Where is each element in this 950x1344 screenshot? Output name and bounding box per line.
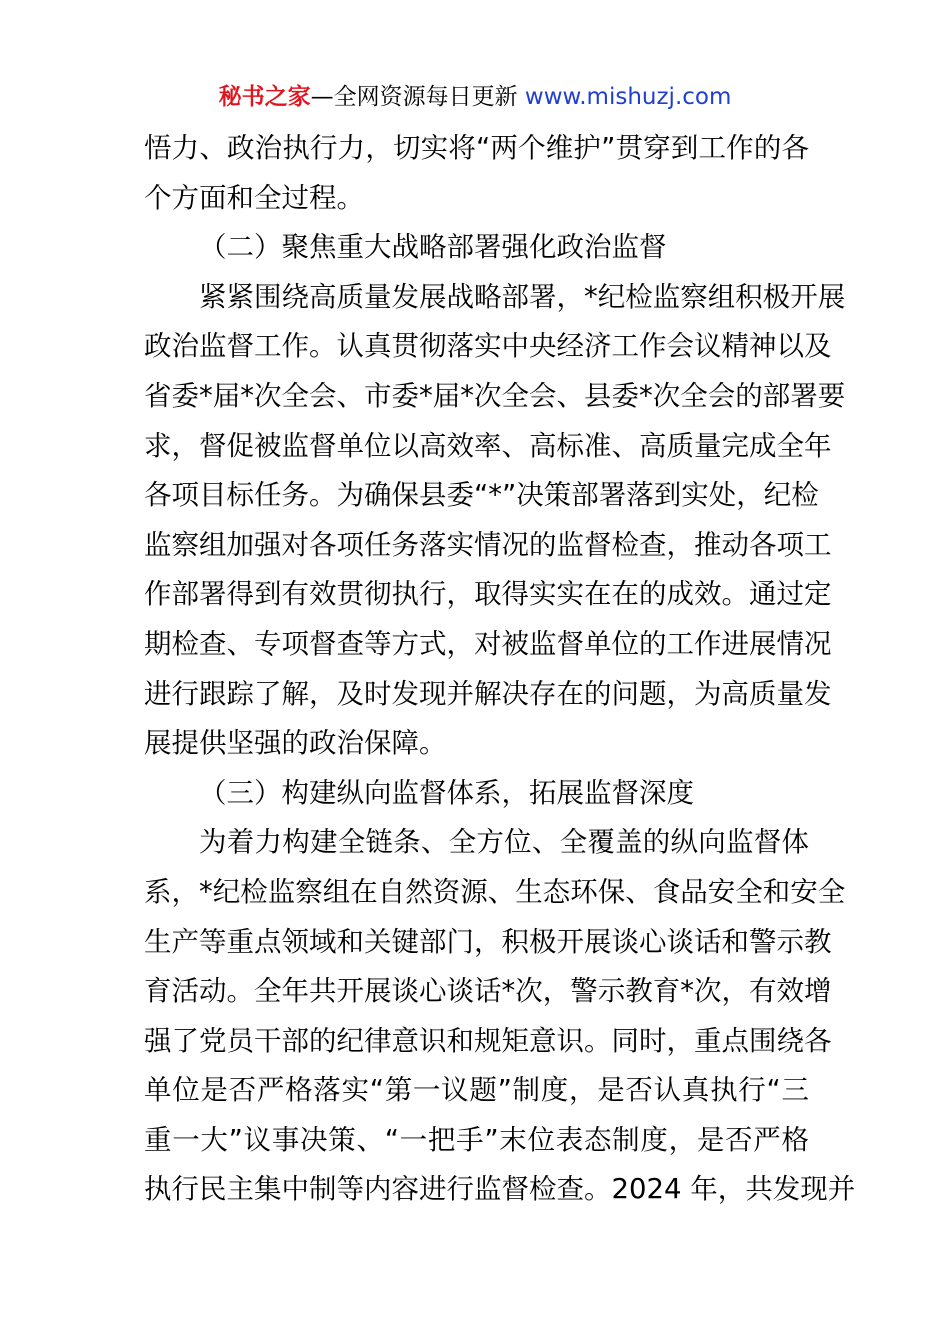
section-heading: （三）构建纵向监督体系，拓展监督深度: [199, 776, 694, 809]
body-line: 政治监督工作。认真贯彻落实中央经济工作会议精神以及: [144, 330, 832, 363]
body-line: 监察组加强对各项任务落实情况的监督检查，推动各项工: [144, 528, 832, 561]
body-line: 系，*纪检监察组在自然资源、生态环保、食品安全和安全: [144, 875, 846, 908]
site-brand: 秘书之家: [218, 84, 311, 110]
body-line: 重一大”议事决策、“一把手”末位表态制度，是否严格: [144, 1123, 809, 1156]
body-line: 求，督促被监督单位以高效率、高标准、高质量完成全年: [144, 429, 832, 462]
body-line: 育活动。全年共开展谈心谈话*次，警示教育*次，有效增: [144, 975, 832, 1008]
section-heading: （二）聚焦重大战略部署强化政治监督: [199, 231, 667, 264]
body-line: 执行民主集中制等内容进行监督检查。2024 年，共发现并: [144, 1173, 856, 1206]
site-header: [0, 82, 950, 112]
body-line: 省委*届*次全会、市委*届*次全会、县委*次全会的部署要: [144, 379, 846, 412]
body-line: 各项目标任务。为确保县委“*”决策部署落到实处，纪检: [144, 479, 819, 512]
body-line: 悟力、政治执行力，切实将“两个维护”贯穿到工作的各: [144, 132, 809, 164]
document-body: [144, 124, 856, 1215]
site-url-link[interactable]: www.mishuzj.com: [524, 84, 732, 110]
body-line: 个方面和全过程。: [144, 181, 364, 214]
body-line: 单位是否严格落实“第一议题”制度，是否认真执行“三: [144, 1074, 809, 1107]
body-line: 强了党员干部的纪律意识和规矩意识。同时，重点围绕各: [144, 1024, 832, 1057]
body-line: 作部署得到有效贯彻执行，取得实实在在的成效。通过定: [144, 578, 832, 611]
body-line: 期检查、专项督查等方式，对被监督单位的工作进展情况: [144, 627, 832, 660]
body-line: 生产等重点领域和关键部门，积极开展谈心谈话和警示教: [144, 925, 832, 958]
paragraph-first-line: 为着力构建全链条、全方位、全覆盖的纵向监督体: [199, 826, 809, 859]
body-line: 展提供坚强的政治保障。: [144, 727, 447, 760]
site-tagline: —全网资源每日更新: [310, 84, 525, 110]
body-line: 进行跟踪了解，及时发现并解决存在的问题，为高质量发: [144, 677, 832, 710]
paragraph-first-line: 紧紧围绕高质量发展战略部署，*纪检监察组积极开展: [199, 280, 846, 313]
